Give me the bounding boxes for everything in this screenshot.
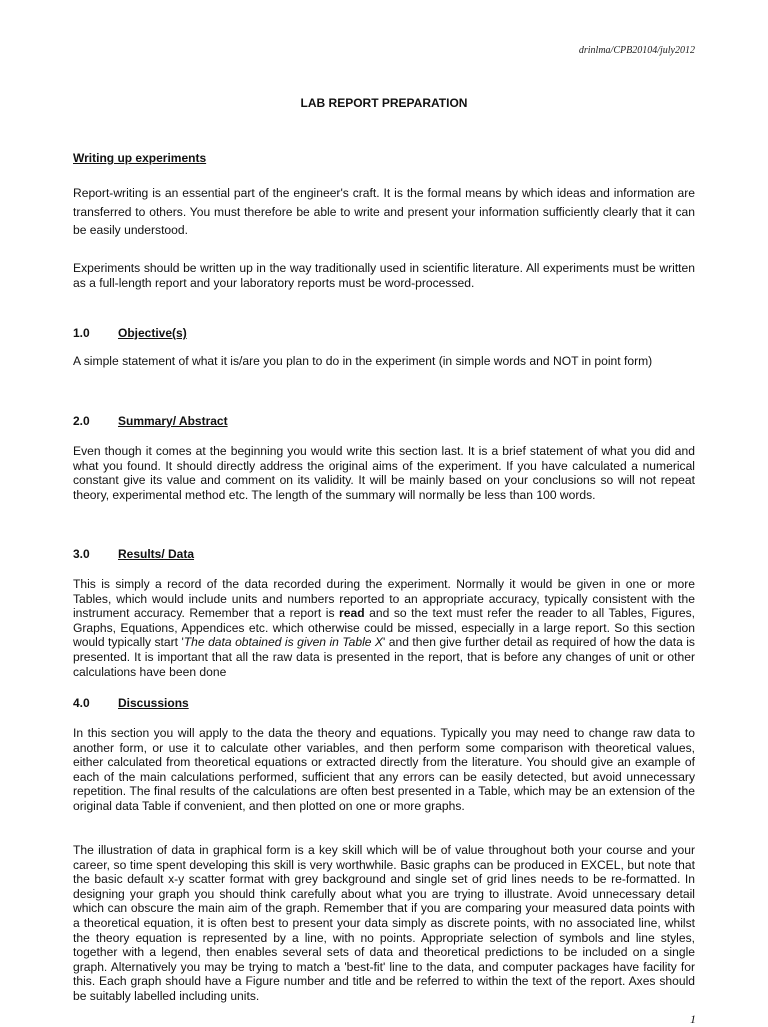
- section-heading-results: 3.0 Results/ Data: [73, 547, 195, 561]
- section-heading-summary: 2.0 Summary/ Abstract: [73, 414, 228, 428]
- paragraph-results: This is simply a record of the data recorded during the experiment. Normally it would be given in one or more Tables, which would include units and numbers reported to an appropriate accuracy, typically consistent with the instrument accuracy. Remember that a report is read and so the text must refer the reader to all Tables, Figures, Graphs, Equations, Appendices etc. which otherwise could be missed, especially in a large report. So this section would typically start 'The data obtained is given in Table X' and then give further detail as required of how the data is presented. It is important that all the raw data is presented in the report, that is before any changes of unit or other calculations have been done: [73, 577, 695, 679]
- section-heading-objectives: 1.0 Objective(s): [73, 326, 187, 340]
- paragraph-report-writing: Report-writing is an essential part of the engineer's craft. It is the formal means by which ideas and information are transferred to others. You must therefore be able to write and present your information sufficiently clearly that it can be easily understood.: [73, 186, 695, 237]
- paragraph-discussions-graphs: The illustration of data in graphical form is a key skill which will be of value throughout both your course and your career, so time spent developing this skill is very worthwhile. Basic graphs can be produced in EXCEL, but note that the basic default x-y scatter format with grey background and single set of grid lines needs to be re-formatted. In designing your graph you should think carefully about what you are trying to illustrate. Avoid unnecessary detail which can obscure the main aim of the graph. Remember that if you are comparing your measured data points with a theoretical equation, it is often best to present your data simply as discrete points, with no associated line, whilst the theory equation is represented by a line, with no points. Appropriate selection of symbols and line styles, together with a legend, then enables several sets of data and theoretical predictions to be included on a single graph. Alternatively you may be trying to match a 'best-fit' line to the data, and computer packages have facility for this. Each graph should have a Figure number and title and be referred to within the text of the report. Axes should be suitably labelled including units.: [73, 843, 695, 1003]
- paragraph-discussions-calculations: In this section you will apply to the data the theory and equations. Typically you may need to change raw data to another form, or use it to calculate other variables, and then perform some comparison with theoretical values, either calculated from theoretical equations or extracted directly from the literature. You should give an example of each of the main calculations performed, sufficient that any errors can be easily detected, but avoid unnecessary repetition. The final results of the calculations are often best presented in a Table, which may be an extension of the original data Table if convenient, and then plotted on one or more graphs.: [73, 726, 695, 813]
- section-heading-discussions: 4.0 Discussions: [73, 696, 189, 710]
- emphasis-read: read: [339, 606, 365, 621]
- paragraph-objectives: A simple statement of what it is/are you plan to do in the experiment (in simple words and NOT in point form): [73, 354, 653, 368]
- header-reference: drinlma/CPB20104/july2012: [578, 45, 695, 56]
- page-number: 1: [690, 1012, 696, 1026]
- document-title: LAB REPORT PREPARATION: [300, 96, 468, 110]
- paragraph-summary: Even though it comes at the beginning you would write this section last. It is a brief statement of what you did and what you found. It should directly address the original aims of the experiment. If you have calculated a numerical constant give its value and comment on its validity. It will be mainly based on your conclusions so will not repeat theory, experimental method etc. The length of the summary will normally be less than 100 words.: [73, 444, 695, 502]
- paragraph-experiments: Experiments should be written up in the way traditionally used in scientific literature. All experiments must be written as a full-length report and your laboratory reports must be word-processed.: [73, 261, 695, 290]
- emphasis-table-x: The data obtained is given in Table X: [183, 635, 383, 650]
- section-heading-writing-up: Writing up experiments: [73, 151, 207, 165]
